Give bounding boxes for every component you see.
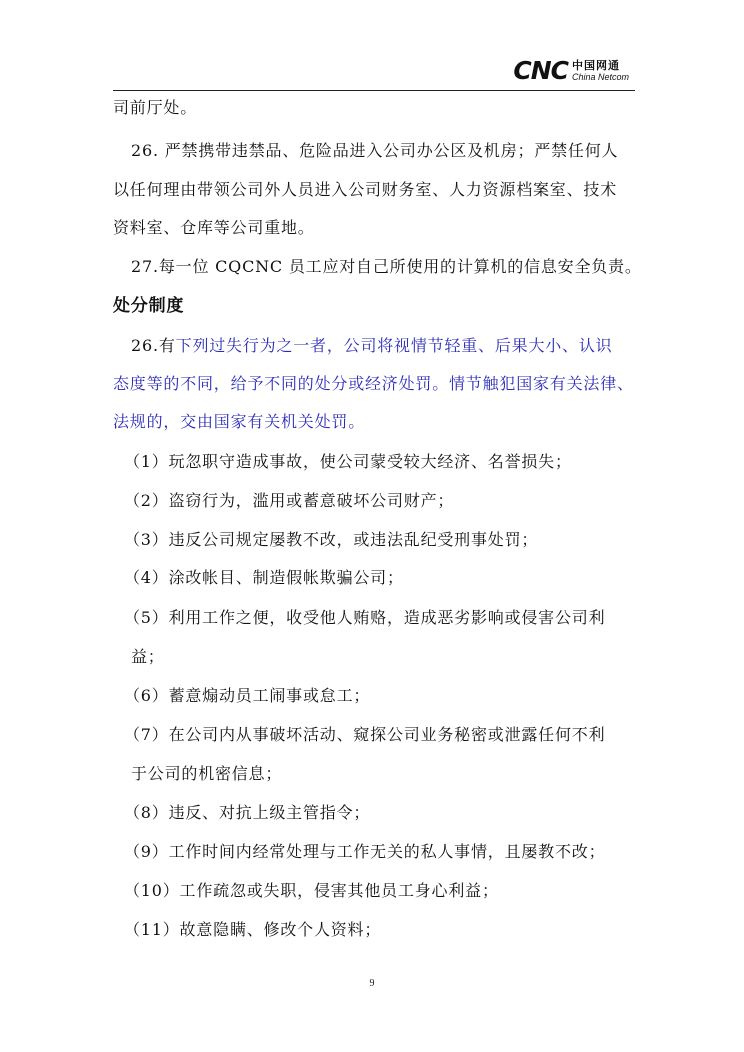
list-item: （10）工作疏忽或失职，侵害其他员工身心利益； (124, 881, 499, 900)
text-line: 27.每一位 CQCNC 员工应对自己所使用的计算机的信息安全负责。 (131, 257, 642, 276)
logo-english-name: China Netcom (571, 72, 629, 82)
list-item: （2）盗窃行为，滥用或蓄意破坏公司财产； (124, 491, 455, 510)
list-item: （8）违反、对抗上级主管指令； (124, 803, 371, 822)
paragraph-26-prefix: 26.有 (131, 336, 176, 355)
cnc-logo (513, 58, 629, 84)
page-header (113, 50, 635, 91)
text-line: 26. 严禁携带违禁品、危险品进入公司办公区及机房；严禁任何人 (131, 141, 619, 160)
page-number: 9 (369, 978, 375, 989)
text-line: 司前厅处。 (113, 98, 198, 117)
logo-text (572, 60, 629, 82)
text-line: 以任何理由带领公司外人员进入公司财务室、人力资源档案室、技术 (113, 180, 618, 199)
logo-chinese-name: 中国网通 (571, 59, 620, 72)
list-item: （9）工作时间内经常处理与工作无关的私人事情，且屡教不改； (124, 842, 606, 861)
logo-mark: CNC (513, 56, 568, 85)
list-item-continuation: 益； (131, 647, 165, 666)
list-item: （1）玩忽职守造成事故，使公司蒙受较大经济、名誉损失； (124, 452, 572, 471)
list-item: （3）违反公司规定屡教不改，或违法乱纪受刑事处罚； (124, 530, 539, 549)
list-item: （4）涂改帐目、制造假帐欺骗公司； (124, 568, 404, 587)
list-item: （11）故意隐瞒、修改个人资料； (124, 920, 382, 939)
list-item: （6）蓄意煽动员工闹事或怠工； (124, 686, 371, 705)
paragraph-26-line-1 (131, 335, 661, 357)
list-item-continuation: 于公司的机密信息； (131, 764, 283, 783)
text-line: 资料室、仓库等公司重地。 (113, 218, 315, 237)
paragraph-26-line-3: 法规的，交由国家有关机关处罚。 (113, 412, 366, 431)
paragraph-26-line-2: 态度等的不同，给予不同的处分或经济处罚。情节触犯国家有关法律、 (113, 374, 634, 393)
section-heading: 处分制度 (113, 296, 185, 316)
list-item: （5）利用工作之便，收受他人贿赂，造成恶劣影响或侵害公司利 (124, 608, 606, 627)
list-item: （7）在公司内从事破坏活动、窥探公司业务秘密或泄露任何不利 (124, 725, 606, 744)
paragraph-26-emphasis: 下列过失行为之一者，公司将视情节轻重、后果大小、认识 (175, 336, 613, 355)
